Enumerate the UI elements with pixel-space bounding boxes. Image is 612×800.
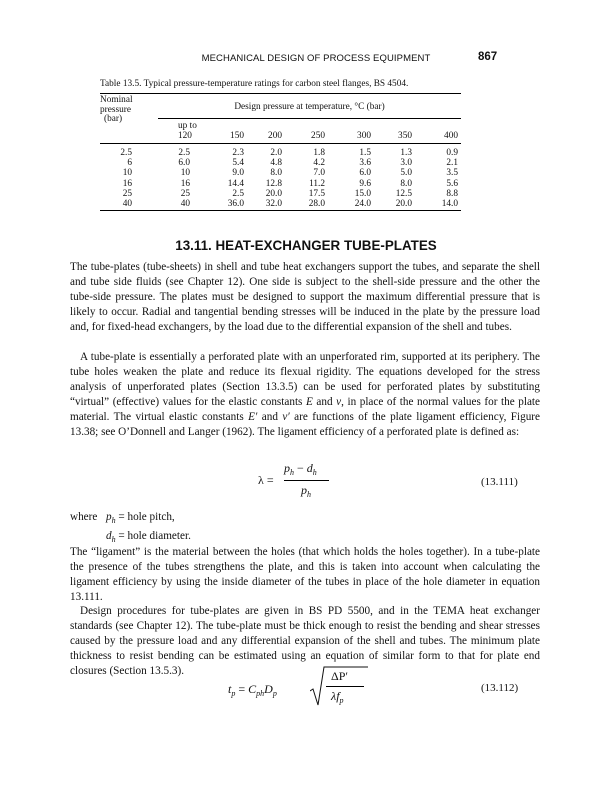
table-value-cell: 0.9 bbox=[446, 148, 458, 158]
table-value-cell: 7.0 bbox=[313, 168, 325, 179]
table-value-cell: 3.6 bbox=[359, 158, 371, 169]
equation-13-112 bbox=[228, 665, 388, 713]
table-value-cell: 5.6 bbox=[446, 178, 458, 189]
table-value-cell: 9.0 bbox=[232, 168, 244, 179]
table-value-cell: 28.0 bbox=[308, 199, 325, 209]
paragraph-3 bbox=[70, 545, 540, 605]
eq-sub: h bbox=[290, 468, 294, 478]
table-value-cell: 4.8 bbox=[270, 158, 282, 169]
table-value-cell: 15.0 bbox=[354, 188, 371, 199]
table-value-cell: 14.4 bbox=[227, 178, 244, 189]
paragraph-text: The “ligament” is the material between the holes (that which holds the holes together). In a tube-plate the presence of the tubes strengthens the plate, and this is taken into account when calculating the ligament efficiency by using the inside diameter of the tubes in place of the hole diameter in equation 13.111. bbox=[70, 546, 540, 604]
eq-symbol: p bbox=[284, 461, 290, 475]
temp-header-cell: 150 bbox=[230, 131, 244, 141]
temp-header-upto: up to 120 bbox=[178, 121, 197, 141]
eq-sqrt-denominator bbox=[331, 689, 344, 706]
where-clause bbox=[70, 510, 191, 548]
table-value-cell: 10 bbox=[180, 168, 190, 179]
fraction-bar bbox=[326, 686, 364, 687]
table-nominal-cell: 25 bbox=[122, 188, 132, 199]
table-value-cell: 2.5 bbox=[178, 148, 190, 158]
table-value-cell: 40 bbox=[180, 199, 190, 209]
temp-header-cell: 250 bbox=[311, 131, 325, 141]
table-value-cell: 36.0 bbox=[227, 199, 244, 209]
text-span: and bbox=[312, 396, 337, 409]
table-value-cell: 11.2 bbox=[309, 178, 325, 189]
table-value-cell: 2.3 bbox=[232, 148, 244, 158]
section-title: 13.11. HEAT-EXCHANGER TUBE-PLATES bbox=[175, 238, 437, 253]
paragraph-text bbox=[70, 350, 540, 441]
nominal-pressure-header bbox=[100, 96, 133, 125]
table-value-cell: 1.3 bbox=[400, 148, 412, 158]
table-value-cell: 9.6 bbox=[359, 178, 371, 189]
symbol-v-prime: v′ bbox=[282, 411, 290, 424]
table-value-cell: 6.0 bbox=[359, 168, 371, 179]
fraction-bar bbox=[284, 480, 329, 481]
table-value-cell: 5.0 bbox=[400, 168, 412, 179]
table-value-cell: 32.0 bbox=[265, 199, 282, 209]
table-value-cell: 4.2 bbox=[313, 158, 325, 169]
eq-sub: p bbox=[272, 689, 277, 699]
where-desc: = hole pitch, bbox=[115, 511, 175, 523]
eq-symbol: C bbox=[248, 682, 257, 696]
eq-op: = bbox=[235, 682, 249, 696]
table-bottom-rule bbox=[100, 210, 461, 211]
table-value-cell: 8.0 bbox=[270, 168, 282, 179]
table-caption: Table 13.5. Typical pressure-temperature ratings for carbon steel flanges, BS 4504. bbox=[100, 79, 409, 89]
eq-sub: h bbox=[111, 535, 116, 545]
table-value-cell: 12.8 bbox=[265, 178, 282, 189]
eq-symbol: d bbox=[306, 461, 313, 475]
equation-13-111 bbox=[258, 461, 378, 501]
eq-op: − bbox=[294, 461, 307, 475]
symbol-E-prime: E′ bbox=[248, 411, 258, 424]
temp-header-cell: 200 bbox=[268, 131, 282, 141]
table-value-cell: 3.5 bbox=[446, 168, 458, 179]
text-span: are functions of the plate ligament efficiency, Figure 13.38; see O’Donnell and Langer (1962). The ligament efficiency of a perforated plate is defined as: bbox=[70, 411, 540, 439]
eq-lhs: λ = bbox=[258, 473, 274, 487]
table-nominal-cell: 10 bbox=[122, 168, 132, 179]
table-value-cell: 2.1 bbox=[446, 158, 458, 169]
table-value-cell: 14.0 bbox=[441, 199, 458, 209]
where-desc: = hole diameter. bbox=[115, 530, 191, 543]
temp-header bbox=[178, 122, 202, 141]
eq-symbol: λf bbox=[331, 689, 340, 703]
table-value-cell: 25 bbox=[180, 188, 190, 199]
eq-sub: h bbox=[312, 468, 317, 478]
table-value-cell: 17.5 bbox=[308, 188, 325, 199]
table-value-cell: 20.0 bbox=[265, 188, 282, 199]
table-value-cell: 2.0 bbox=[270, 148, 282, 158]
temp-header-cell: 400 bbox=[444, 131, 458, 141]
symbol-E: E bbox=[305, 396, 313, 409]
table-value-cell: 1.8 bbox=[313, 148, 325, 158]
paragraph-1 bbox=[70, 260, 540, 335]
running-header: MECHANICAL DESIGN OF PROCESS EQUIPMENT bbox=[201, 53, 431, 64]
table-value-cell: 8.8 bbox=[446, 188, 458, 199]
eq-sqrt-numerator: ΔP′ bbox=[331, 669, 349, 683]
table-value-cell: 16 bbox=[180, 178, 190, 189]
table-value-cell: 12.5 bbox=[395, 188, 412, 199]
eq-sub: h bbox=[307, 490, 311, 500]
eq-sub: p bbox=[339, 696, 344, 706]
eq-numerator bbox=[284, 461, 317, 478]
eq-symbol: t bbox=[228, 682, 232, 696]
equation-number-13-111: (13.111) bbox=[481, 476, 518, 488]
eq-symbol: D bbox=[264, 682, 273, 696]
table-nominal-cell: 40 bbox=[122, 199, 132, 209]
temp-header-cell: 300 bbox=[357, 131, 371, 141]
text-span: A tube-plate is essentially a perforated plate with an unperforated rim, supported at its periphery. The tube holes weaken the plate and reduce its flexual rigidity. The equations developed for the stress analysis of unperforated plates (Section 13.3.5) can be used for perforated plates by substituting “virtual” (effective) values for the elastic constants bbox=[70, 351, 540, 409]
table-value-cell: 1.5 bbox=[359, 148, 371, 158]
eq-sub: p bbox=[231, 689, 236, 699]
eq-lhs bbox=[228, 682, 277, 699]
text-span: and bbox=[257, 411, 283, 424]
temp-header-cell: 350 bbox=[398, 131, 412, 141]
table-value-cell: 2.5 bbox=[232, 188, 244, 199]
where-label: where bbox=[70, 511, 98, 523]
table-value-cell: 6.0 bbox=[178, 158, 190, 169]
col1-header-line: Nominal bbox=[100, 95, 133, 105]
group-header: Design pressure at temperature, °C (bar) bbox=[234, 102, 385, 112]
table-top-rule bbox=[100, 93, 461, 94]
equation-number-13-112: (13.112) bbox=[481, 682, 519, 694]
page-number: 867 bbox=[478, 51, 498, 63]
table-value-cell: 5.4 bbox=[232, 158, 244, 169]
symbol-d: d bbox=[106, 530, 112, 543]
table-nominal-cell: 2.5 bbox=[120, 148, 132, 158]
symbol-p: p bbox=[106, 511, 112, 523]
table-header-rule bbox=[100, 143, 461, 144]
text-span: , in place of the normal values for the plate material. The virtual elastic constants bbox=[70, 396, 541, 424]
table-value-cell: 8.0 bbox=[400, 178, 412, 189]
eq-sub: ph bbox=[256, 689, 265, 699]
table-nominal-cell: 6 bbox=[127, 158, 132, 169]
table-group-rule bbox=[158, 118, 461, 119]
symbol-v: v bbox=[336, 396, 342, 409]
paragraph-text: The tube-plates (tube-sheets) in shell and tube heat exchangers support the tubes, and separate the shell and tube side fluids (see Chapter 12). One side is subject to the shell-side pressure and the other the tube-side pressure. The plates must be designed to support the maximum differential pressure that is likely to occur. Radial and tangential bending stresses will be induced in the plate by the pressure load and, for fixed-head exchangers, by the load due to the differential expansion of the shell and tubes. bbox=[70, 261, 540, 334]
table-nominal-cell: 16 bbox=[122, 178, 132, 189]
col1-header-line: pressure bbox=[100, 104, 131, 115]
eq-sub: h bbox=[111, 516, 116, 526]
where-item-pitch bbox=[70, 510, 191, 529]
paragraph-2 bbox=[70, 350, 540, 441]
eq-denominator bbox=[301, 483, 311, 500]
paragraph-text: Design procedures for tube-plates are given in BS PD 5500, and in the TEMA heat exchanger standards (see Chapter 12). The tube-plate must be thick enough to resist the bending and shear stresses caused by the pressure load and any differential expansion of the shell and tubes. The minimum plate thickness to resist bending can be estimated using an equation of similar form to that for plate end closures (Section 13.5.3). bbox=[70, 605, 540, 678]
table-value-cell: 3.0 bbox=[400, 158, 412, 169]
table-value-cell: 24.0 bbox=[354, 199, 371, 209]
eq-symbol: p bbox=[301, 483, 307, 497]
table-value-cell: 20.0 bbox=[395, 199, 412, 209]
col1-header-line: (bar) bbox=[104, 114, 123, 124]
